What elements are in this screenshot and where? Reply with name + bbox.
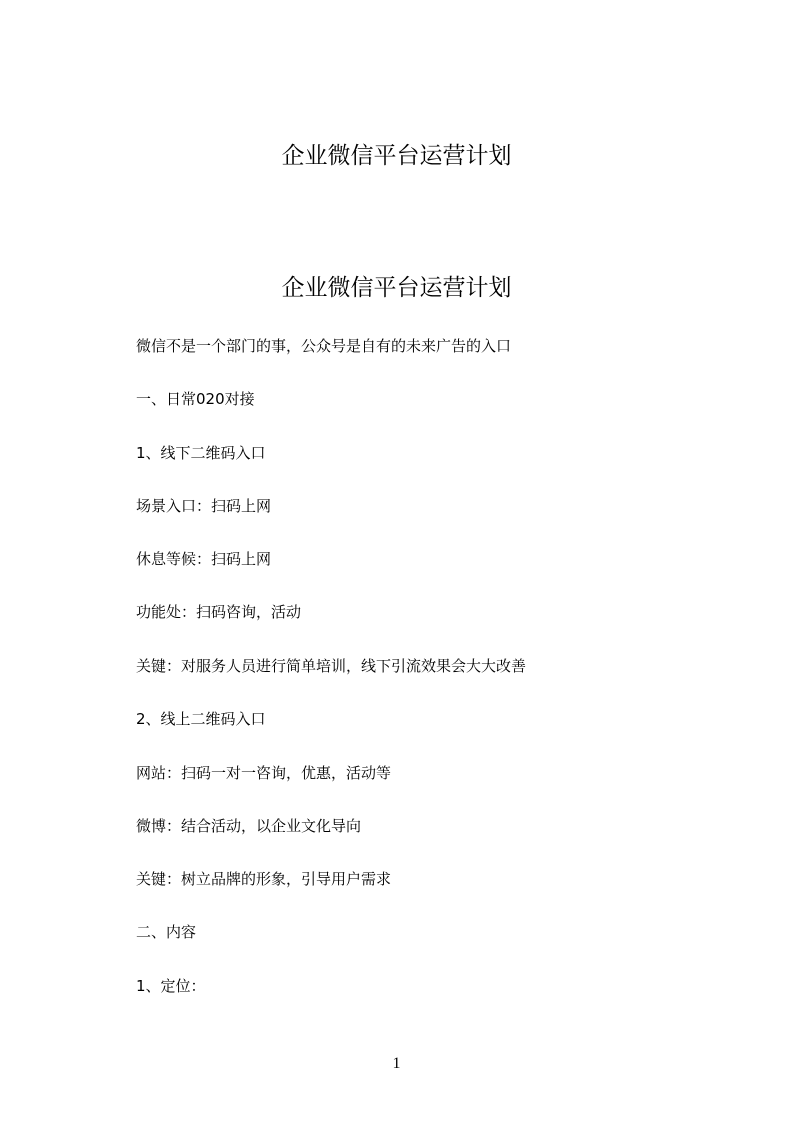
intro-paragraph: 微信不是一个部门的事，公众号是自有的未来广告的入口 [136,337,512,355]
page-number: 1 [392,1055,401,1072]
list-item-rest-waiting: 休息等候：扫码上网 [136,550,272,568]
key-note-online: 关键：树立品牌的形象，引导用户需求 [136,870,392,888]
document-header-title: 企业微信平台运营计划 [281,143,512,169]
subheading-offline-qr: 1、线下二维码入口 [136,444,266,462]
document-main-title: 企业微信平台运营计划 [281,275,512,301]
list-item-scene-entry: 场景入口：扫码上网 [136,497,272,515]
key-note-offline: 关键：对服务人员进行简单培训，线下引流效果会大大改善 [136,657,527,675]
list-item-website: 网站：扫码一对一咨询，优惠，活动等 [136,764,392,782]
subheading-online-qr: 2、线上二维码入口 [136,710,266,728]
subheading-positioning: 1、定位： [136,977,206,995]
list-item-function-area: 功能处：扫码咨询，活动 [136,603,302,621]
section-heading-content: 二、内容 [136,923,197,941]
list-item-weibo: 微博：结合活动，以企业文化导向 [136,817,362,835]
section-heading-daily-o2o: 一、日常020对接 [136,390,255,408]
